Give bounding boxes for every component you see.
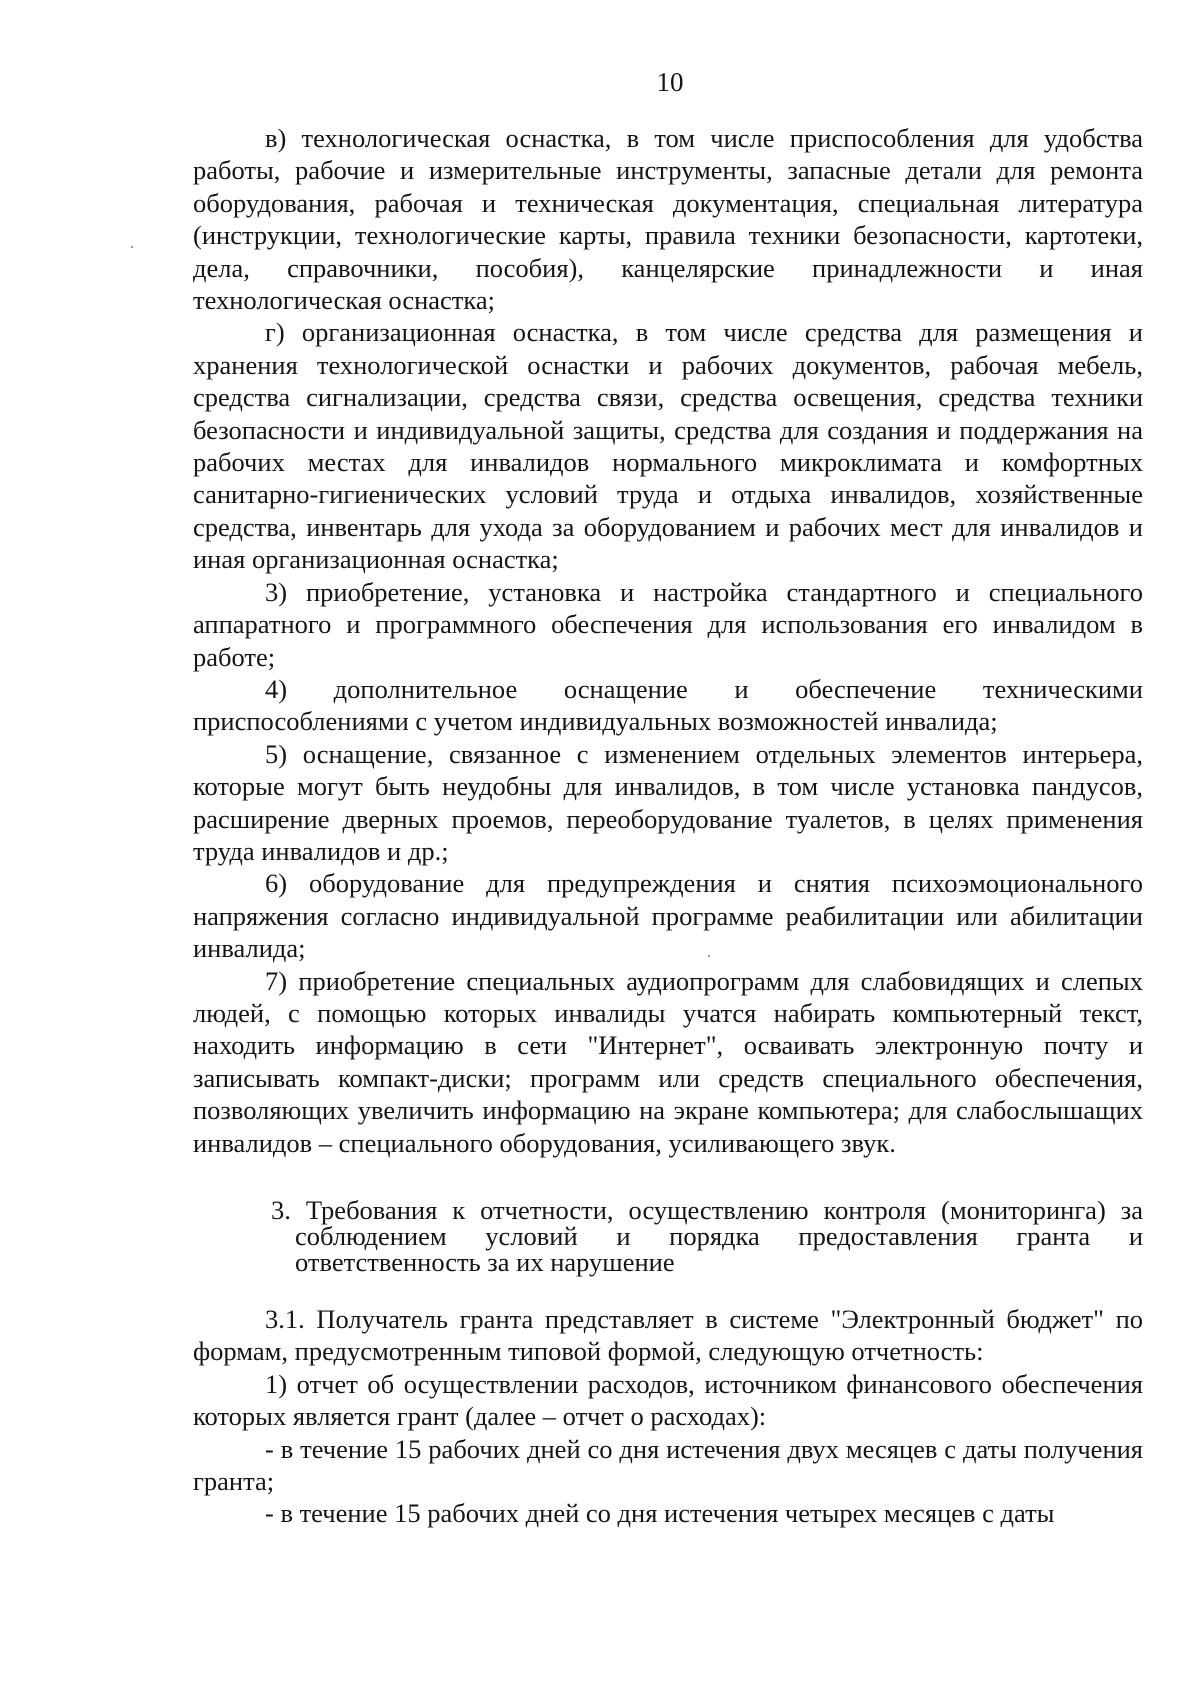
paragraph-item-4: 4) дополнительное оснащение и обеспечение техническими приспособлениями с учетом индивидуальных возможностей инвалида; — [193, 673, 1143, 737]
paragraph-item-5: 5) оснащение, связанное с изменением отдельных элементов интерьера, которые могут быть неудобны для инвалидов, в том числе установка пандусов, расширение дверных проемов, переоборудование туалетов, в целях применения труда инвалидов и др.; — [193, 738, 1143, 866]
paragraph-item-3: 3) приобретение, установка и настройка стандартного и специального аппаратного и программного обеспечения для использования его инвалидом в работе; — [193, 576, 1143, 672]
paragraph-deadline-four-months: - в течение 15 рабочих дней со дня истечения четырех месяцев с даты — [265, 1498, 1055, 1529]
paragraph-technological-equipment: в) технологическая оснастка, в том числе приспособления для удобства работы, рабочие и измерительные инструменты, запасные детали для ремонта оборудования, рабочая и техническая документация, специальная литература (инструкции, технологические карты, правила техники безопасности, картотеки, дела, справочники, пособия), канцелярские принадлежности и иная технологическая оснастка; — [193, 123, 1143, 316]
paragraph-item-7: 7) приобретение специальных аудиопрограмм для слабовидящих и слепых людей, с помощью которых инвалиды учатся набирать компьютерный текст, находить информацию в сети "Интернет", осваивать электронную почту и записывать компакт-диски; программ или средств специального обеспечения, позволяющих увеличить информацию на экране компьютера; для слабослышащих инвалидов – специального оборудования, усиливающего звук. — [193, 965, 1143, 1158]
page-number: 10 — [656, 67, 684, 97]
document-body — [193, 122, 1143, 1530]
scan-speck — [708, 955, 710, 957]
paragraph-3-1: 3.1. Получатель гранта представляет в системе "Электронный бюджет" по формам, предусмотренным типовой формой, следующую отчетность: — [193, 1304, 1143, 1367]
scan-speck — [131, 246, 133, 248]
paragraph-organizational-equipment: г) организационная оснастка, в том числе средства для размещения и хранения технологической оснастки и рабочих документов, рабочая мебель, средства сигнализации, средства связи, средства освещения, средства техники безопасности и индивидуальной защиты, средства для создания и поддержания на рабочих местах для инвалидов нормального микроклимата и комфортных санитарно-гигиенических условий труда и отдыха инвалидов, хозяйственные средства, инвентарь для ухода за оборудованием и рабочих мест для инвалидов и иная организационная оснастка; — [193, 317, 1143, 575]
paragraph-report-on-expenses: 1) отчет об осуществлении расходов, источником финансового обеспечения которых является грант (далее – отчет о расходах): — [193, 1368, 1143, 1432]
section-heading: 3. Требования к отчетности, осуществлению контроля (мониторинга) за соблюдением условий и порядка предоставления гранта и ответственность за их нарушение — [271, 1195, 1143, 1277]
paragraph-item-6: 6) оборудование для предупреждения и снятия психоэмоционального напряжения согласно индивидуальной программе реабилитации или абилитации инвалида; — [193, 868, 1143, 964]
paragraph-deadline-two-months: - в течение 15 рабочих дней со дня истечения двух месяцев с даты получения гранта; — [193, 1433, 1143, 1497]
